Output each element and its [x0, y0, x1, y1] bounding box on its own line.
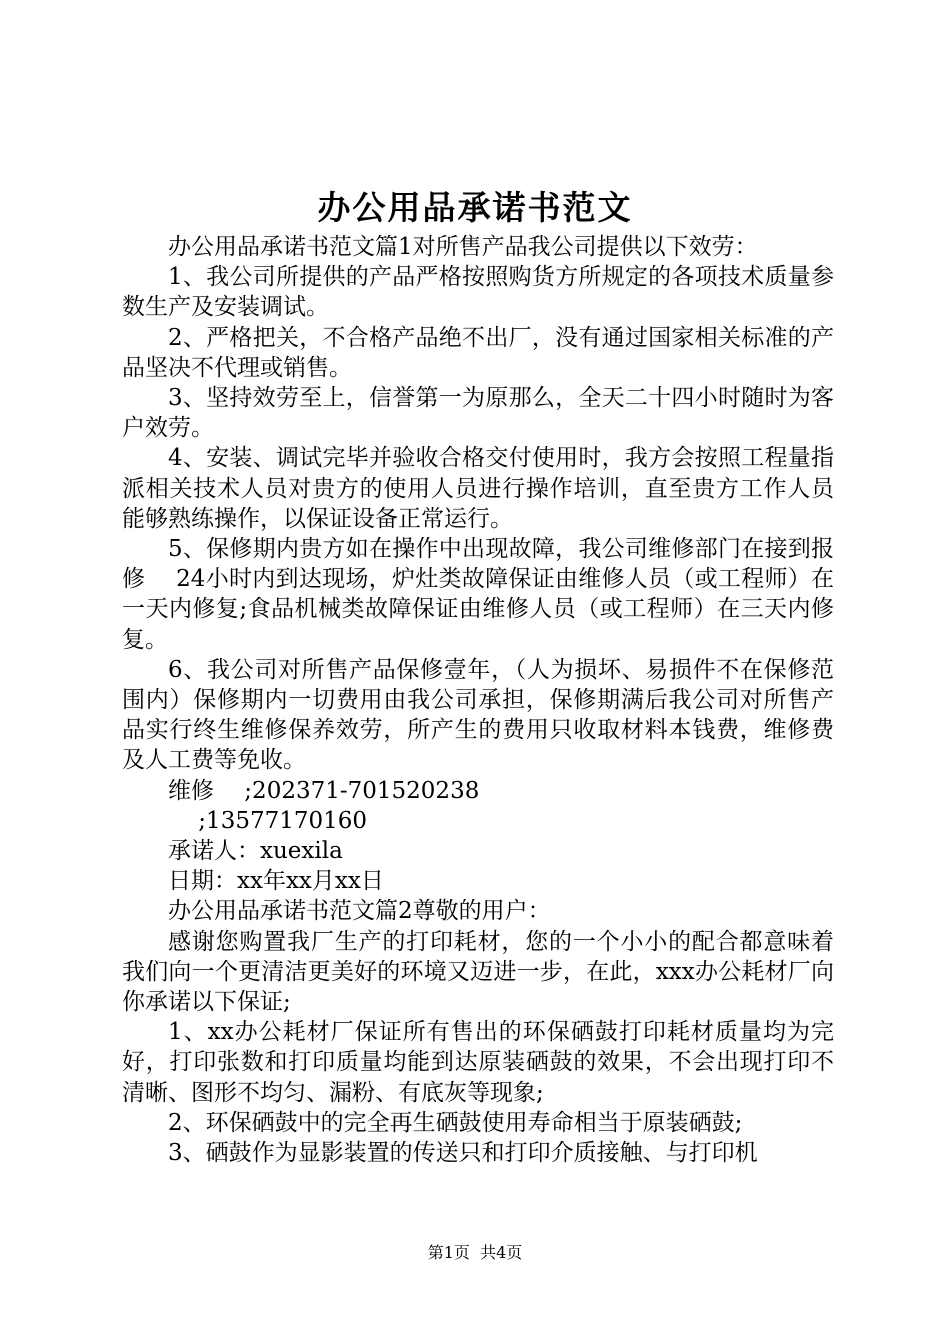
- paragraph: 办公用品承诺书范文篇2尊敬的用户：: [168, 898, 551, 925]
- paragraph: ;13577170160: [168, 807, 368, 834]
- paragraph: 办公用品承诺书范文篇1对所售产品我公司提供以下效劳：: [168, 234, 758, 260]
- paragraph: 日期：xx年xx月xx日: [168, 868, 384, 895]
- paragraph: 5、保修期内贵方如在操作中出现故障，我公司维修部门在接到报修 24小时内到达现场，炉灶类故障保证由维修人员（或工程师）在一天内修复;食品机械类故障保证由维修人员（或工程师）在三天内修复。: [122, 536, 834, 653]
- paragraph: 3、坚持效劳至上，信誉第一为原那么，全天二十四小时随时为客户效劳。: [122, 385, 834, 442]
- paragraph: 1、我公司所提供的产品严格按照购货方所规定的各项技术质量参数生产及安装调试。: [122, 264, 834, 321]
- document-title: 办公用品承诺书范文: [317, 188, 633, 227]
- paragraph: 1、xx办公耗材厂保证所有售出的环保硒鼓打印耗材质量均为完好，打印张数和打印质量均能到达原装硒鼓的效果，不会出现打印不清晰、图形不均匀、漏粉、有底灰等现象;: [122, 1019, 834, 1106]
- paragraph: 维修 ;202371-701520238: [168, 777, 480, 804]
- paragraph: 4、安装、调试完毕并验收合格交付使用时，我方会按照工程量指派相关技术人员对贵方的使用人员进行操作培训，直至贵方工作人员能够熟练操作，以保证设备正常运行。: [122, 445, 834, 532]
- paragraph: 2、环保硒鼓中的完全再生硒鼓使用寿命相当于原装硒鼓;: [168, 1109, 743, 1136]
- paragraph: 感谢您购置我厂生产的打印耗材，您的一个小小的配合都意味着我们向一个更清洁更美好的环境又迈进一步，在此，xxx办公耗材厂向你承诺以下保证;: [122, 928, 834, 1016]
- paragraph: 6、我公司对所售产品保修壹年，（人为损坏、易损件不在保修范围内）保修期内一切费用由我公司承担，保修期满后我公司对所售产品实行终生维修保养效劳，所产生的费用只收取材料本钱费，维修费及人工费等免收。: [122, 656, 834, 774]
- page-number: 第1页 共4页: [427, 1243, 523, 1262]
- document-body: [122, 232, 834, 1168]
- paragraph: 承诺人：xuexila: [168, 838, 343, 865]
- paragraph: 3、硒鼓作为显影装置的传送只和打印介质接触、与打印机: [168, 1140, 758, 1167]
- page-footer: [0, 1242, 950, 1264]
- paragraph: 2、严格把关，不合格产品绝不出厂，没有通过国家相关标准的产品坚决不代理或销售。: [122, 324, 834, 381]
